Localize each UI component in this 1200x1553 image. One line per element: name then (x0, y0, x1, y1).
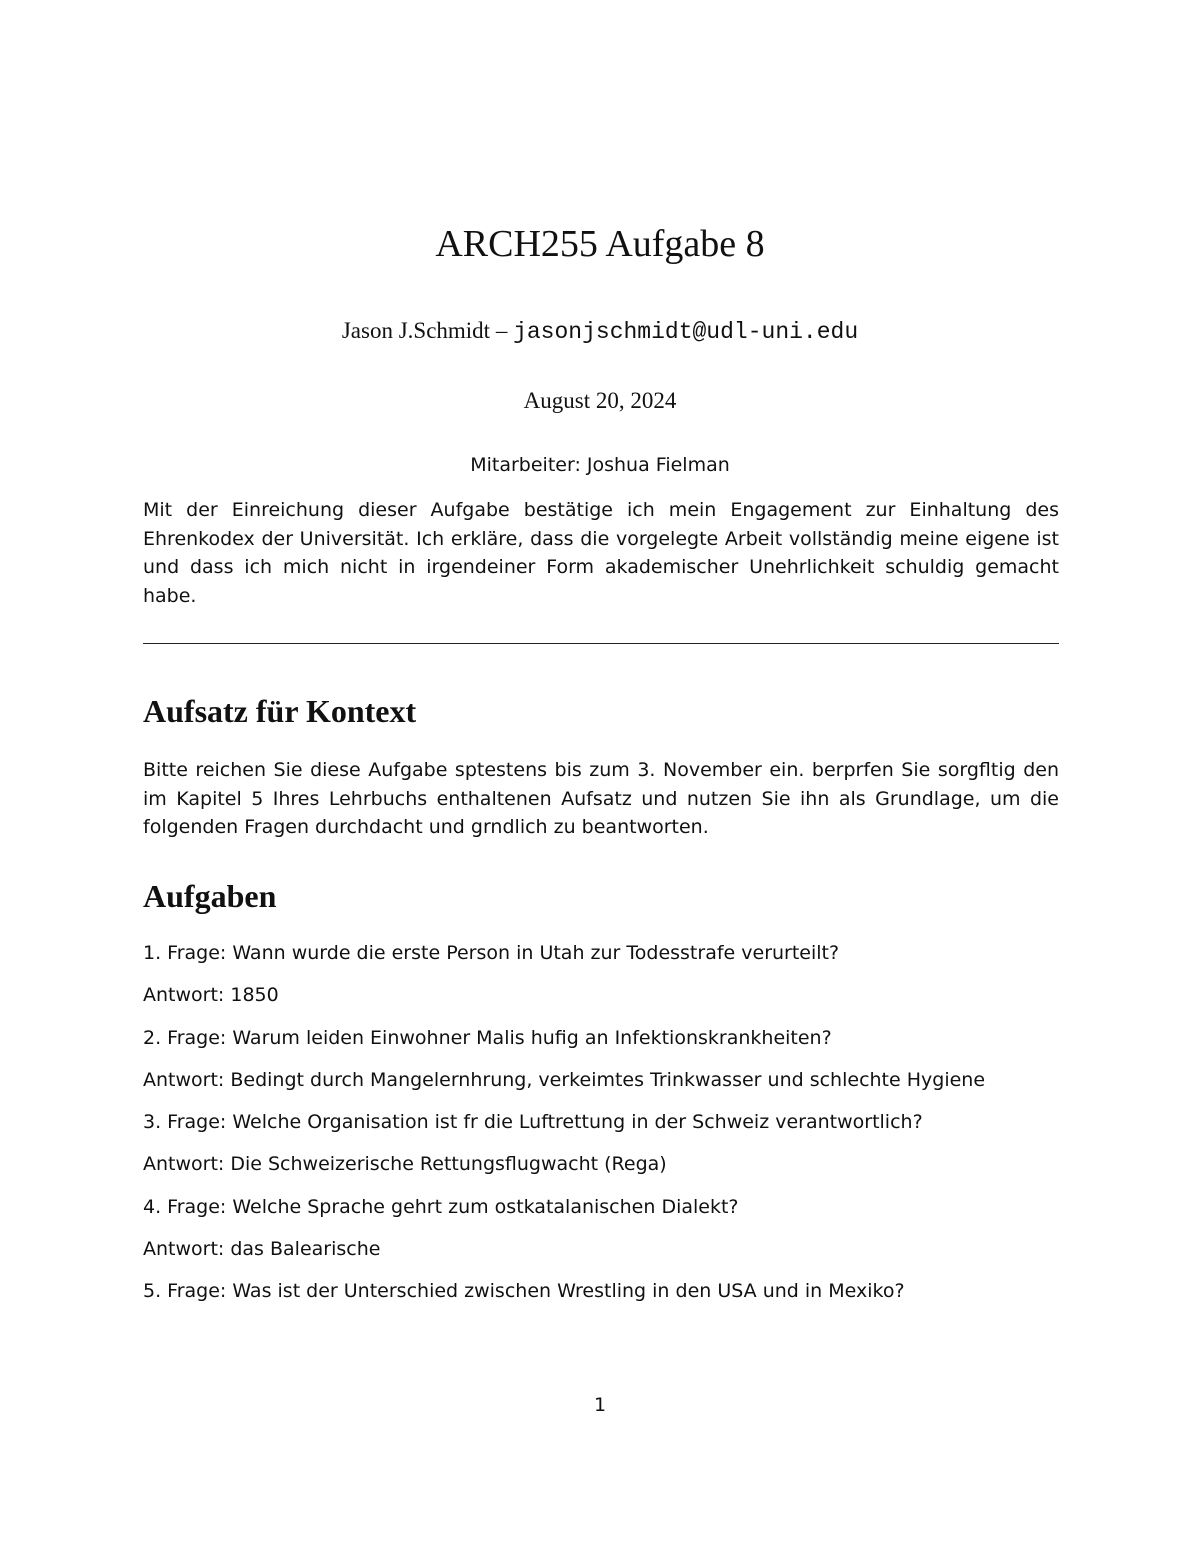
question-2: 2. Frage: Warum leiden Einwohner Malis hufig an Infektionskrankheiten? (143, 1027, 832, 1049)
author-name: Jason J.Schmidt (341, 318, 491, 343)
author-line (0, 318, 1200, 345)
collaborator-line: Mitarbeiter: Joshua Fielman (470, 454, 730, 476)
horizontal-rule (143, 643, 1059, 644)
question-3: 3. Frage: Welche Organisation ist fr die Luftrettung in der Schweiz verantwortlich? (143, 1111, 923, 1133)
question-1: 1. Frage: Wann wurde die erste Person in Utah zur Todesstrafe verurteilt? (143, 942, 840, 964)
section-heading-tasks: Aufgaben (143, 878, 277, 914)
answer-1: Antwort: 1850 (143, 984, 279, 1006)
section-heading-context: Aufsatz für Kontext (143, 693, 417, 729)
answer-2: Antwort: Bedingt durch Mangelernhrung, verkeimtes Trinkwasser und schlechte Hygiene (143, 1069, 986, 1091)
question-5: 5. Frage: Was ist der Unterschied zwischen Wrestling in den USA und in Mexiko? (143, 1280, 905, 1302)
page-number: 1 (593, 1394, 607, 1416)
question-4: 4. Frage: Welche Sprache gehrt zum ostkatalanischen Dialekt? (143, 1196, 739, 1218)
answer-3: Antwort: Die Schweizerische Rettungsflugwacht (Rega) (143, 1153, 667, 1175)
answer-4: Antwort: das Balearische (143, 1238, 381, 1260)
document-date: August 20, 2024 (523, 388, 677, 413)
document-title: ARCH255 Aufgabe 8 (435, 223, 765, 265)
author-separator: – (495, 318, 508, 343)
context-paragraph: Bitte reichen Sie diese Aufgabe sptestens bis zum 3. November ein. berprfen Sie sorgfltig den im Kapitel 5 Ihres Lehrbuchs enthaltenen Aufsatz und nutzen Sie ihn als Grundlage, um die folgenden Fragen durchdacht und grndlich zu beantworten. (143, 759, 1059, 838)
honor-statement: Mit der Einreichung dieser Aufgabe bestätige ich mein Engagement zur Einhaltung des Ehrenkodex der Universität. Ich erkläre, dass die vorgelegte Arbeit vollständig meine eigene ist und dass ich mich nicht in irgendeiner Form akademischer Unehrlichkeit schuldig gemacht habe. (143, 499, 1059, 607)
author-email: jasonjschmidt@udl-uni.edu (513, 319, 859, 345)
